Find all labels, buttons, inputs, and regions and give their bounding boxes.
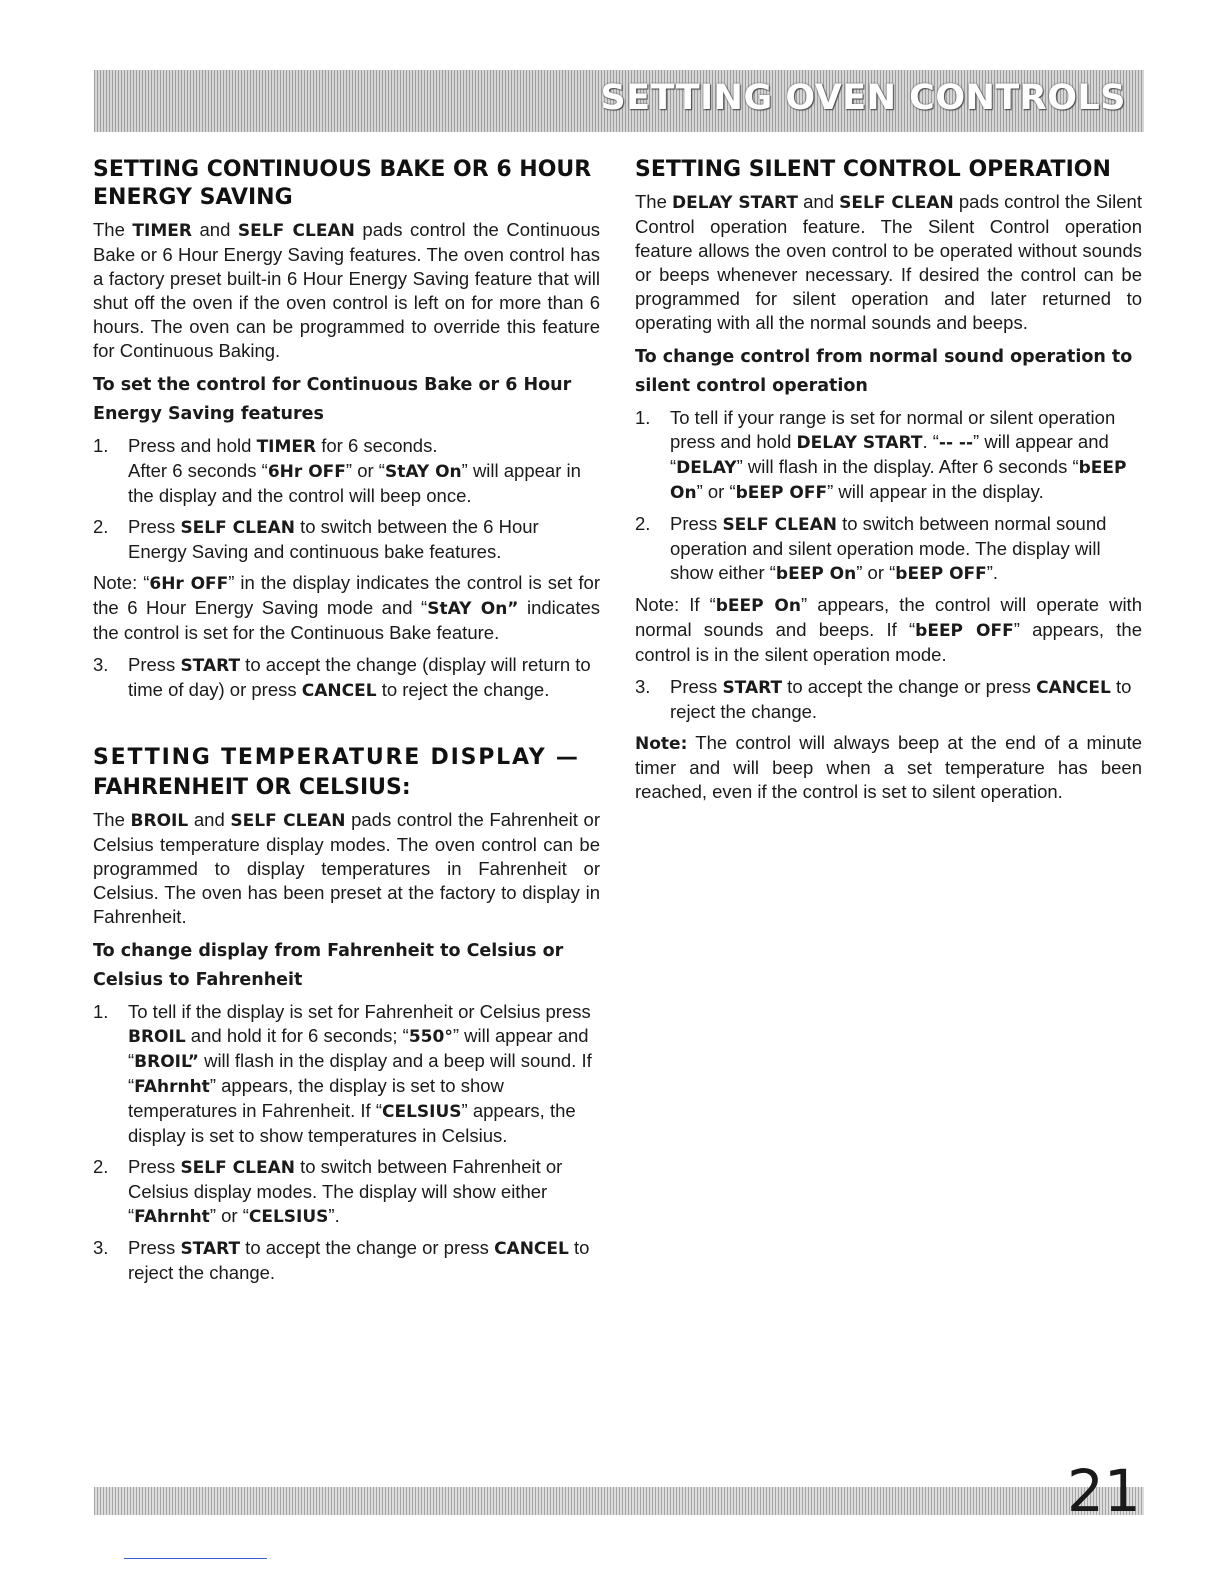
section-title-silent-control: SETTING SILENT CONTROL OPERATION bbox=[635, 157, 1111, 182]
text-run: ” or “ bbox=[209, 1205, 249, 1226]
list-item-number: 2. bbox=[93, 1156, 109, 1177]
bold-term: FAhrnht bbox=[134, 1077, 210, 1097]
text-run: for 6 seconds. bbox=[316, 435, 438, 456]
text-run: to accept the change (display will return to time of day) or press bbox=[128, 654, 591, 700]
bold-term: StAY On” bbox=[427, 599, 519, 619]
bold-term: bEEP OFF bbox=[735, 483, 828, 503]
temperature-display-intro bbox=[93, 808, 600, 929]
text-run: The bbox=[93, 809, 131, 830]
text-run: Press bbox=[128, 1156, 181, 1177]
text-run: Note: If “ bbox=[635, 594, 716, 615]
text-run: ” will appear in the display and the control will beep once. bbox=[128, 460, 581, 506]
bold-term: START bbox=[180, 1239, 241, 1259]
bold-term: StAY On bbox=[384, 462, 462, 482]
continuous-bake-steps bbox=[93, 434, 600, 564]
bold-term: bEEP OFF bbox=[895, 564, 987, 584]
text-run: to accept the change or press bbox=[240, 1237, 495, 1258]
list-item bbox=[93, 1155, 600, 1229]
text-run: The control will always beep at the end of a minute timer and will beep when a set temperature has been reached, even if the control is set to silent operation. bbox=[635, 732, 1142, 802]
text-run: To tell if your range is set for normal or silent operation press and hold bbox=[670, 407, 1116, 452]
list-item-number: 1. bbox=[635, 407, 651, 428]
temperature-display-steps bbox=[93, 1000, 600, 1285]
text-run: Press bbox=[128, 1237, 181, 1258]
text-run: After 6 seconds “ bbox=[128, 460, 268, 481]
text-run: and bbox=[188, 809, 231, 830]
bold-term: SELF CLEAN bbox=[230, 811, 346, 831]
text-run: to switch between the 6 Hour Energy Saving and continuous bake features. bbox=[128, 516, 539, 562]
text-run: to switch between normal sound operation and silent operation mode. The display will show either “ bbox=[670, 513, 1107, 583]
list-item bbox=[93, 434, 600, 508]
list-item-number: 2. bbox=[93, 516, 109, 537]
bold-term: START bbox=[722, 678, 783, 698]
text-run: to reject the change. bbox=[670, 676, 1132, 722]
page-number: 21 bbox=[1067, 1457, 1141, 1525]
bold-term: bEEP On bbox=[670, 458, 1127, 503]
list-item bbox=[93, 1000, 600, 1148]
continuous-bake-subheading: To set the control for Continuous Bake or 6 Hour Energy Saving features bbox=[93, 375, 572, 424]
text-run: to reject the change. bbox=[128, 1237, 590, 1283]
text-run: To tell if the display is set for Fahrenheit or Celsius press bbox=[128, 1001, 591, 1022]
text-run: Press and hold bbox=[128, 435, 257, 456]
bold-term: TIMER bbox=[256, 437, 317, 457]
text-run: The bbox=[93, 219, 133, 240]
text-run: Press bbox=[670, 513, 723, 534]
bold-term: 550° bbox=[408, 1027, 453, 1047]
section-title-temperature-display-line1: SETTING TEMPERATURE DISPLAY — bbox=[93, 745, 580, 770]
text-run: ” appears, the display is set to show temperatures in Fahrenheit. If “ bbox=[128, 1075, 504, 1121]
bold-term: SELF CLEAN bbox=[839, 193, 954, 213]
text-run: to switch between Fahrenheit or Celsius display modes. The display will show either “ bbox=[128, 1156, 563, 1226]
text-run: ” or “ bbox=[345, 460, 385, 481]
bold-term: 6Hr OFF bbox=[267, 462, 346, 482]
bold-term: SELF CLEAN bbox=[237, 221, 355, 241]
bold-term: BROIL bbox=[128, 1027, 186, 1047]
list-item bbox=[93, 1236, 600, 1285]
bold-term: SELF CLEAN bbox=[180, 518, 295, 538]
list-item-number: 1. bbox=[93, 1001, 109, 1022]
text-run: ” appears, the display is set to show temperatures in Celsius. bbox=[128, 1100, 576, 1146]
text-run: Press bbox=[128, 654, 181, 675]
bold-term: BROIL” bbox=[134, 1052, 199, 1072]
text-run: indicates the control is set for the Continuous Bake feature. bbox=[93, 597, 601, 643]
text-run: ” appears, the control will operate with normal sounds and beeps. If “ bbox=[635, 594, 1142, 640]
text-run: pads control the Fahrenheit or Celsius temperature display modes. The oven control can be programmed to display temperatures in Fahrenheit or Celsius. The oven has been preset at the factory to display in Fahrenheit. bbox=[93, 809, 600, 927]
bold-term: FAhrnht bbox=[134, 1207, 210, 1227]
section-title-continuous-bake: SETTING CONTINUOUS BAKE OR 6 HOUR ENERGY SAVING bbox=[93, 157, 592, 210]
text-run: and bbox=[191, 219, 238, 240]
bold-term: 6Hr OFF bbox=[149, 574, 229, 594]
text-run: ” will appear and “ bbox=[128, 1025, 589, 1071]
list-item-number: 3. bbox=[93, 654, 109, 675]
bold-term: bEEP On bbox=[775, 564, 857, 584]
bold-term: bEEP On bbox=[715, 596, 801, 616]
bold-term: TIMER bbox=[132, 221, 192, 241]
list-item-number: 3. bbox=[93, 1237, 109, 1258]
bold-term: CANCEL bbox=[494, 1239, 569, 1259]
silent-control-intro bbox=[635, 190, 1142, 335]
bold-term: DELAY bbox=[676, 458, 737, 478]
text-run: and bbox=[797, 191, 840, 212]
text-run: pads control the Continuous Bake or 6 Hour Energy Saving features. The oven control has a factory preset built-in 6 Hour Energy Saving feature that will shut off the oven if the oven control is left on for more than 6 hours. The oven can be programmed to override this feature for Continuous Baking. bbox=[93, 219, 600, 361]
bold-term: DELAY START bbox=[796, 433, 923, 453]
text-run: to reject the change. bbox=[376, 679, 550, 700]
footer-band bbox=[94, 1487, 1144, 1515]
bold-term: START bbox=[180, 656, 241, 676]
continuous-bake-steps-final bbox=[93, 653, 600, 703]
page-title: SETTING OVEN CONTROLS bbox=[600, 78, 1126, 118]
text-run: . “ bbox=[922, 431, 939, 452]
continuous-bake-intro bbox=[93, 218, 600, 363]
list-item-number: 2. bbox=[635, 513, 651, 534]
bold-term: DELAY START bbox=[672, 193, 798, 213]
list-item bbox=[93, 653, 600, 703]
list-item bbox=[635, 512, 1142, 586]
text-run: The bbox=[635, 191, 673, 212]
bold-term: Note: bbox=[635, 734, 688, 754]
list-item-number: 3. bbox=[635, 676, 651, 697]
text-run: Press bbox=[128, 516, 181, 537]
bold-term: BROIL bbox=[130, 811, 189, 831]
text-run: to accept the change or press bbox=[782, 676, 1037, 697]
text-run: ”. bbox=[328, 1205, 340, 1226]
silent-control-note-2 bbox=[635, 731, 1142, 804]
left-column bbox=[93, 156, 600, 1292]
text-run: ”. bbox=[986, 562, 999, 583]
list-item bbox=[635, 406, 1142, 505]
list-item bbox=[93, 515, 600, 564]
section-title-temperature-display-line2: FAHRENHEIT OR CELSIUS: bbox=[93, 775, 411, 800]
bold-term: SELF CLEAN bbox=[722, 515, 837, 535]
text-run: ” will appear in the display. bbox=[827, 481, 1044, 502]
bold-term: bEEP OFF bbox=[915, 621, 1014, 641]
text-run: ” will flash in the display. After 6 seconds “ bbox=[736, 456, 1079, 477]
bold-term: SELF CLEAN bbox=[180, 1158, 295, 1178]
text-run: and hold it for 6 seconds; “ bbox=[185, 1025, 409, 1046]
right-column bbox=[635, 156, 1142, 812]
bold-term: CELSIUS bbox=[381, 1102, 462, 1122]
text-run: ” or “ bbox=[856, 562, 896, 583]
bold-term: CANCEL bbox=[1036, 678, 1111, 698]
header-banner bbox=[94, 70, 1144, 132]
text-run: ” in the display indicates the control is set for the 6 Hour Energy Saving mode and “ bbox=[93, 572, 600, 618]
list-item-number: 1. bbox=[93, 435, 109, 456]
silent-control-note bbox=[635, 593, 1142, 667]
text-run: ” or “ bbox=[696, 481, 736, 502]
bold-term: CANCEL bbox=[301, 681, 377, 701]
temperature-display-subheading: To change display from Fahrenheit to Celsius or Celsius to Fahrenheit bbox=[93, 941, 564, 990]
bold-term: -- -- bbox=[938, 433, 974, 453]
text-run: ” appears, the control is in the silent operation mode. bbox=[635, 619, 1142, 665]
silent-control-steps bbox=[635, 406, 1142, 586]
bold-term: CELSIUS bbox=[248, 1207, 329, 1227]
text-run: will flash in the display and a beep will sound. If “ bbox=[128, 1050, 592, 1096]
list-item bbox=[635, 675, 1142, 724]
silent-control-subheading: To change control from normal sound operation to silent control operation bbox=[635, 347, 1133, 396]
silent-control-steps-final bbox=[635, 675, 1142, 724]
text-run: Press bbox=[670, 676, 723, 697]
footer-rule bbox=[124, 1558, 267, 1559]
text-run: ” will appear and “ bbox=[670, 431, 1109, 477]
continuous-bake-note bbox=[93, 571, 600, 645]
text-run: Note: “ bbox=[93, 572, 150, 593]
text-run: pads control the Silent Control operation feature. The Silent Control operation feature allows the oven control to be operated without sounds or beeps whenever necessary. If desired the control can be programmed for silent operation and later returned to operating with all the normal sounds and beeps. bbox=[635, 191, 1142, 333]
